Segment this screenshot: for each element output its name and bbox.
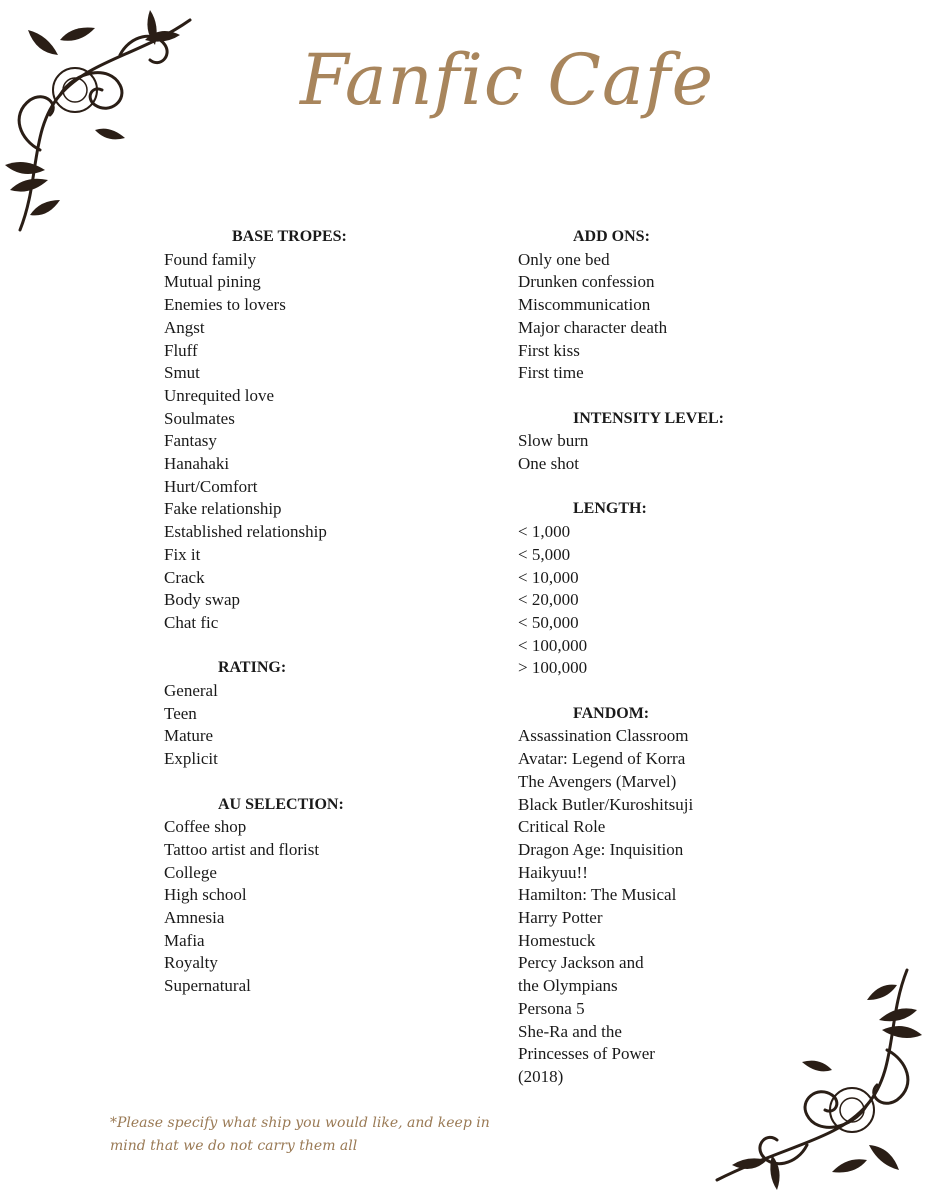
list-item: Chat fic — [164, 612, 219, 632]
list-item: Hurt/Comfort — [164, 476, 258, 496]
list-item: Critical Role — [518, 817, 606, 837]
list-item: Unrequited love — [164, 385, 274, 405]
list-item: Mature — [164, 726, 214, 746]
list-item: < 10,000 — [518, 567, 579, 587]
section-heading-add-ons: ADD ONS: — [573, 228, 650, 245]
footnote-line: mind that we do not carry them all — [110, 1137, 358, 1154]
list-item: Fake relationship — [164, 499, 282, 519]
list-item: Fantasy — [164, 431, 217, 451]
list-item: (2018) — [518, 1066, 564, 1086]
list-item: Smut — [164, 363, 200, 383]
page-title: Fanfic Cafe — [300, 39, 715, 121]
list-item: the Olympians — [518, 976, 618, 996]
list-item: Supernatural — [164, 976, 251, 996]
list-item: Major character death — [518, 317, 668, 337]
list-item: Crack — [164, 567, 205, 587]
list-item: General — [164, 681, 218, 701]
section-heading-rating: RATING: — [218, 659, 287, 677]
list-item: Fluff — [164, 340, 198, 360]
list-item: Princesses of Power — [518, 1044, 655, 1064]
section-heading-fandom: FANDOM: — [573, 704, 650, 722]
section-heading-base-tropes: BASE TROPES: — [232, 228, 347, 245]
list-item: College — [164, 862, 217, 882]
list-item: Persona 5 — [518, 998, 585, 1018]
section-spacer — [518, 680, 798, 703]
list-item: One shot — [518, 454, 579, 474]
left-column — [164, 226, 484, 998]
list-item: Dragon Age: Inquisition — [518, 839, 684, 859]
list-item: Mafia — [164, 930, 205, 950]
list-item: Explicit — [164, 749, 218, 769]
section-spacer — [164, 771, 484, 794]
list-item: First time — [518, 363, 584, 383]
list-item: Assassination Classroom — [518, 726, 689, 746]
list-item: Percy Jackson and — [518, 953, 644, 973]
floral-corner-ornament-icon — [0, 0, 205, 235]
list-item: Enemies to lovers — [164, 295, 286, 315]
section-heading-length: LENGTH: — [573, 500, 647, 518]
list-item: Harry Potter — [518, 908, 603, 928]
list-item: Coffee shop — [164, 817, 247, 837]
list-item: The Avengers (Marvel) — [518, 771, 677, 791]
section-heading-au-selection: AU SELECTION: — [218, 795, 344, 813]
section-spacer — [518, 476, 798, 499]
list-item: Haikyuu!! — [518, 862, 588, 882]
list-item: Soulmates — [164, 408, 235, 428]
list-item: Hamilton: The Musical — [518, 885, 677, 905]
footnote-line: *Please specify what ship you would like, and keep in — [110, 1115, 490, 1131]
list-item: < 1,000 — [518, 522, 571, 542]
list-item: < 100,000 — [518, 635, 588, 655]
list-item: Hanahaki — [164, 454, 230, 474]
section-spacer — [164, 635, 484, 658]
list-item: Tattoo artist and florist — [164, 839, 320, 859]
right-column — [518, 226, 798, 1089]
list-item: Black Butler/Kuroshitsuji — [518, 794, 694, 814]
list-item: Body swap — [164, 590, 241, 610]
list-item: < 5,000 — [518, 544, 571, 564]
list-item: First kiss — [518, 340, 580, 360]
list-item: She-Ra and the — [518, 1021, 622, 1041]
list-item: Fix it — [164, 544, 201, 564]
list-item: Established relationship — [164, 522, 327, 542]
list-item: Only one bed — [518, 249, 610, 269]
list-item: > 100,000 — [518, 658, 588, 678]
list-item: Angst — [164, 317, 205, 337]
list-item: Teen — [164, 703, 197, 723]
list-item: Drunken confession — [518, 272, 655, 292]
list-item: Mutual pining — [164, 272, 261, 292]
list-item: Miscommunication — [518, 295, 651, 315]
footnote — [110, 1112, 490, 1157]
list-item: Slow burn — [518, 431, 589, 451]
section-heading-intensity: INTENSITY LEVEL: — [573, 409, 725, 427]
list-item: Found family — [164, 249, 257, 269]
list-item: Homestuck — [518, 930, 596, 950]
list-item: < 20,000 — [518, 590, 579, 610]
list-item: Avatar: Legend of Korra — [518, 749, 686, 769]
list-item: Amnesia — [164, 908, 225, 928]
section-spacer — [518, 385, 798, 408]
list-item: < 50,000 — [518, 612, 579, 632]
list-item: High school — [164, 885, 247, 905]
list-item: Royalty — [164, 953, 218, 973]
